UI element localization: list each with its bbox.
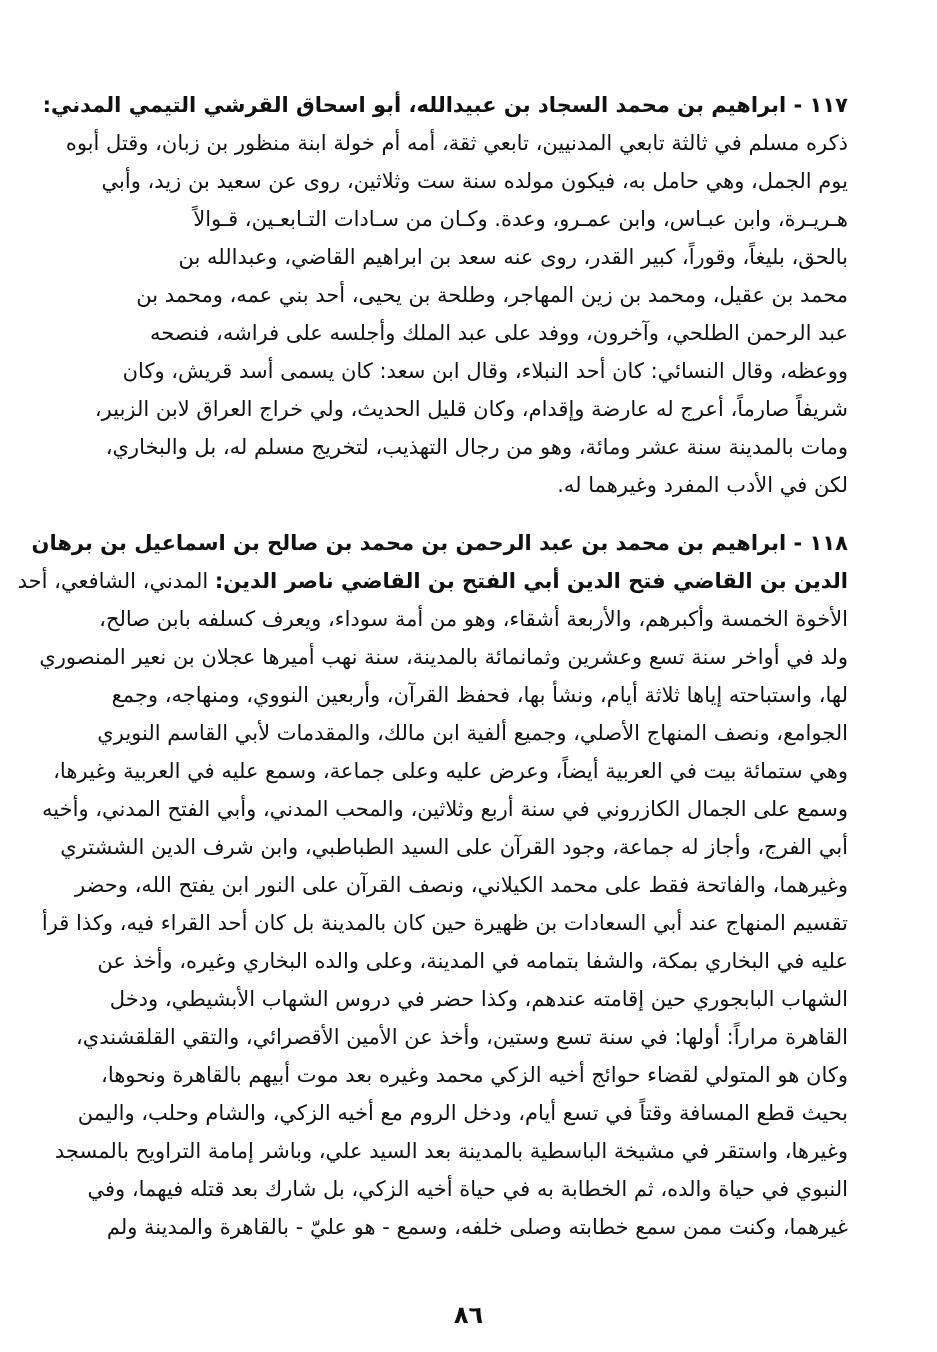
body-line: محمد بن عقيل، ومحمد بن زين المهاجر، وطلحة بن يحيى، أحد بني عمه، ومحمد بن (136, 283, 848, 307)
body-line: عليه في البخاري بمكة، والشفا بتمامه في المدينة، وعلى والده البخاري وغيره، وأخذ عن (97, 949, 848, 973)
body-line: لكن في الأدب المفرد وغيرهما له. (557, 473, 848, 497)
body-line: القاهرة مراراً: أولها: في سنة تسع وستين، وأخذ عن الأمين الأقصرائي، والتقي القلقشندي، (76, 1025, 848, 1049)
body-line: عبد الرحمن الطلحي، وآخرون، ووفد على عبد الملك وأجلسه على فراشه، فنصحه (149, 321, 848, 345)
body-line: ولد في أواخر سنة تسع وعشرين وثمانمائة بالمدينة، سنة نهب أميرها عجلان بن نعير المنصوري (39, 645, 848, 669)
entry-heading-continuation (17, 562, 848, 600)
body-line: الجوامع، ونصف المنهاج الأصلي، وجميع ألفية ابن مالك، والمقدمات لأبي القاسم النويري (97, 721, 848, 745)
body-line: وغيرها، واستقر في مشيخة الباسطية بالمدينة بعد السيد علي، وباشر إمامة التراويح بالمسجد (54, 1139, 848, 1163)
body-line: شريفاً صارماً، أعرج له عارضة وإقدام، وكان قليل الحديث، ولي خراج العراق لابن الزبير، (94, 397, 848, 421)
body-line: وسمع على الجمال الكازروني في سنة أربع وثلاثين، والمحب المدني، وأبي الفتح المدني، وأخيه (42, 797, 848, 821)
page-number: ٨٦ (453, 1301, 484, 1329)
body-line: الشهاب البابجوري حين إقامته عندهم، وكذا حضر في دروس الشهاب الأبشيطي، ودخل (109, 987, 848, 1011)
body-line: وغيرهما، والفاتحة فقط على محمد الكيلاني، ونصف القرآن على النور ابن يفتح الله، وحضر (75, 873, 848, 897)
body-line: ووعظه، وقال النسائي: كان أحد النبلاء، وقال ابن سعد: كان يسمى أسد قريش، وكان (122, 359, 848, 383)
entry-heading-cont-bold: الدين بن القاضي فتح الدين أبي الفتح بن القاضي ناصر الدين: (214, 569, 848, 593)
entry-118 (17, 524, 848, 1246)
body-line: أبي الفرج، وأجاز له جماعة، وجود القرآن على السيد الطباطبي، وابن شرف الدين الششتري (60, 835, 848, 859)
entry-heading: ١١٧ - ابراهيم بن محمد السجاد بن عبيدالله، أبو اسحاق القرشي التيمي المدني: (42, 93, 848, 117)
body-line: ومات بالمدينة سنة عشر ومائة، وهو من رجال التهذيب، لتخريج مسلم له، بل والبخاري، (105, 435, 848, 459)
body-line: هـريـرة، وابن عبـاس، وابن عمـرو، وعدة. وكـان من سـادات التـابعـين، قـوالاً (193, 207, 848, 231)
entry-117 (42, 86, 848, 504)
body-line: بحيث قطع المسافة وقتاً في تسع أيام، ودخل الروم مع أخيه الزكي، والشام وحلب، واليمن (77, 1101, 848, 1125)
body-line: وكان هو المتولي لقضاء حوائج أخيه الزكي محمد وغيره بعد موت أبيهم بالقاهرة ونحوها، (101, 1063, 848, 1087)
body-line: غيرهما، وكنت ممن سمع خطابته وصلى خلفه، وسمع - هو عليّ - بالقاهرة والمدينة ولم (106, 1215, 848, 1239)
body-line: لها، واستباحته إياها ثلاثة أيام، ونشأ بها، فحفظ القرآن، وأربعين النووي، ومنهاجه، وجمع (111, 683, 848, 707)
entry-heading-tail: المدني، الشافعي، أحد (17, 569, 215, 593)
body-line: بالحق، بليغاً، وقوراً، كبير القدر، روى عنه سعد بن ابراهيم القاضي، وعبدالله بن (178, 245, 848, 269)
body-line: النبوي في حياة والده، ثم الخطابة به في حياة أخيه الزكي، بل شارك بعد قتله فيهما، وفي (87, 1177, 848, 1201)
body-line: يوم الجمل، وهي حامل به، فيكون مولده سنة ست وثلاثين، روى عن سعيد بن زيد، وأبي (101, 169, 848, 193)
body-line: ذكره مسلم في ثالثة تابعي المدنيين، تابعي ثقة، أمه أم خولة ابنة منظور بن زبان، وقتل أبوه (65, 131, 848, 155)
entry-heading: ١١٨ - ابراهيم بن محمد بن عبد الرحمن بن محمد بن صالح بن اسماعيل بن برهان (31, 531, 848, 555)
body-line: الأخوة الخمسة وأكبرهم، والأربعة أشقاء، وهو من أمة سوداء، ويعرف كسلفه بابن صالح، (99, 607, 848, 631)
body-line: وهي ستمائة بيت في العربية أيضاً، وعرض عليه وعلى جماعة، وسمع عليه في العربية وغيرها، (53, 759, 848, 783)
body-line: تقسيم المنهاج عند أبي السعادات بن ظهيرة حين كان بالمدينة بل كان أحد القراء فيه، وكذا قرأ (41, 911, 848, 935)
